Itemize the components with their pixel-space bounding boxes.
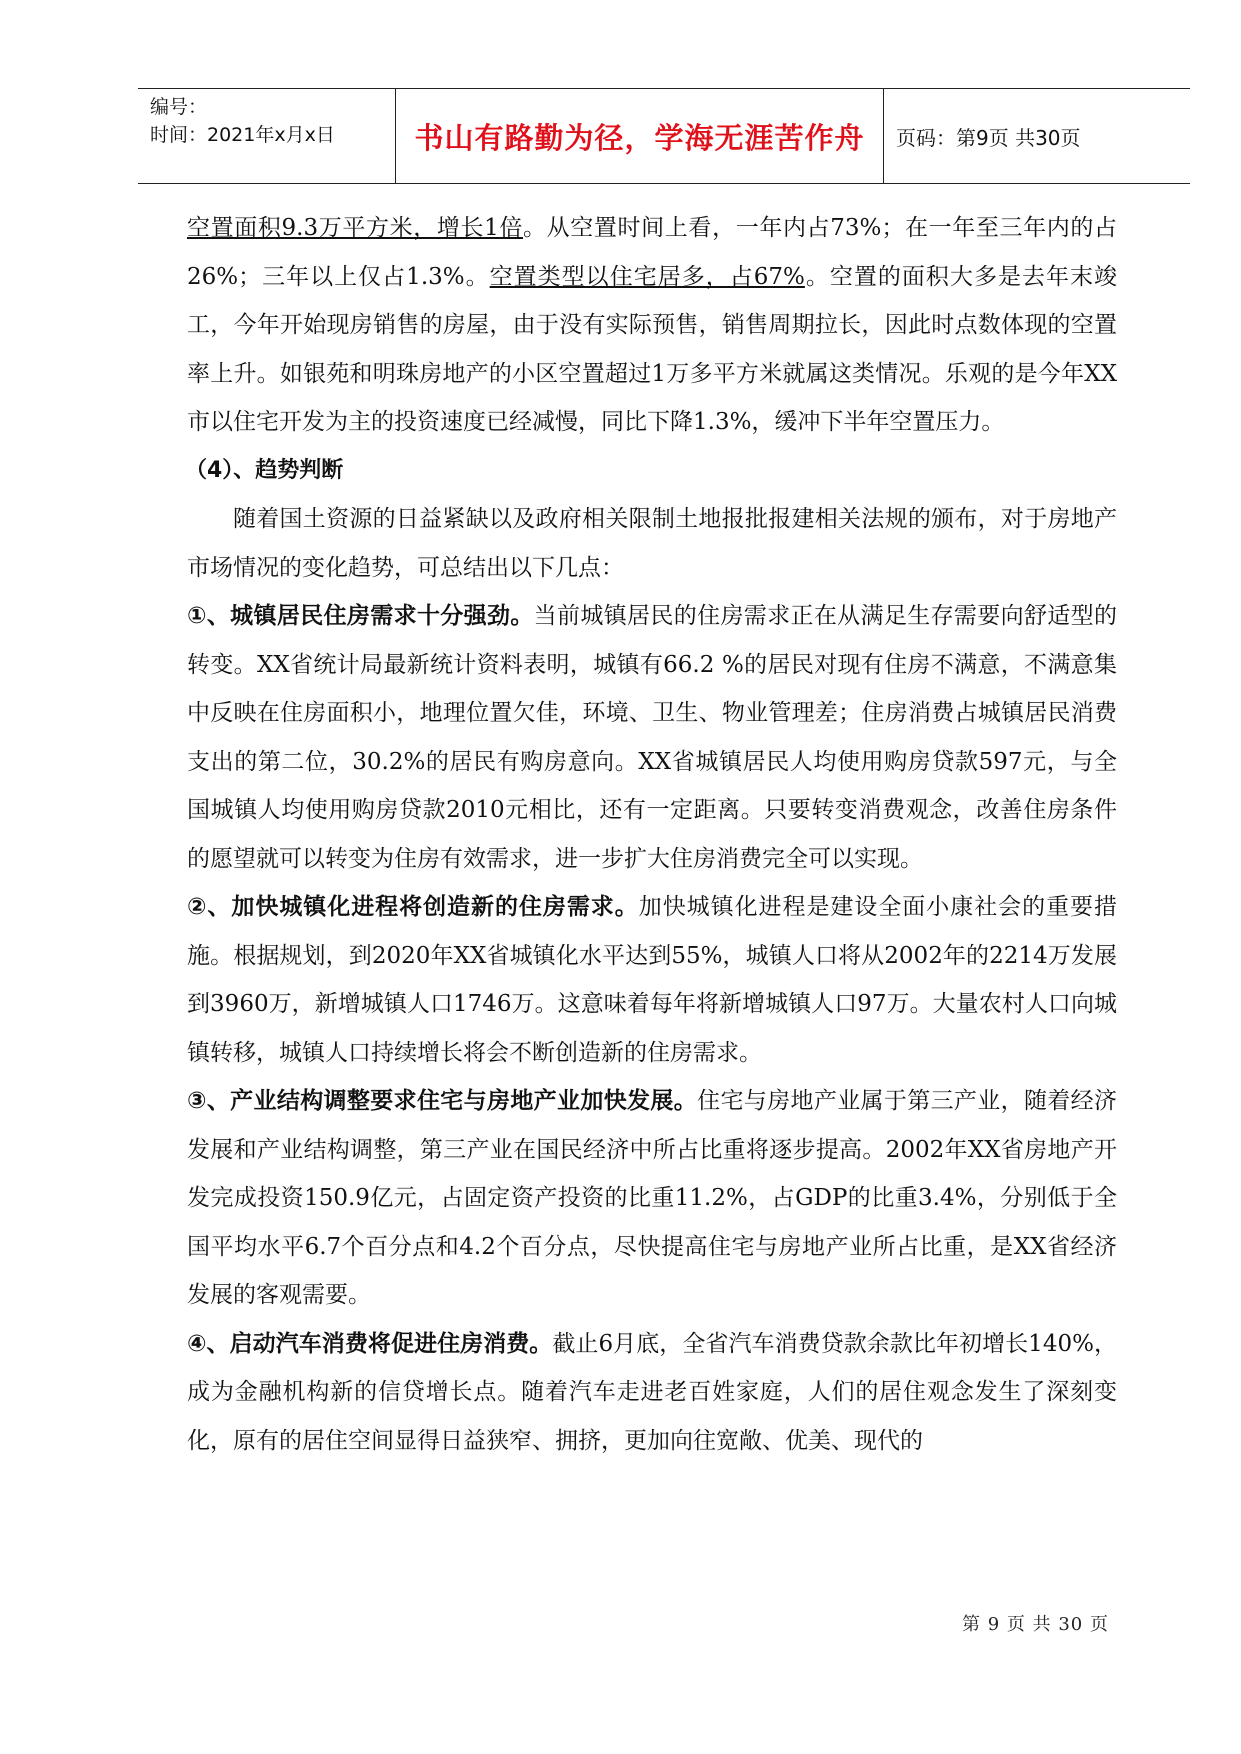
trend-item: [187, 592, 1117, 883]
trend-item: [187, 1320, 1117, 1466]
paragraph-text: 。从空置时间上看，一年内占73%；在一年至三年内的占26%；三年以上仅占1.3%。: [187, 215, 1117, 290]
paragraph-intro: 随着国土资源的日益紧缺以及政府相关限制土地报批报建相关法规的颁布，对于房地产市场情况的变化趋势，可总结出以下几点：: [187, 506, 1117, 581]
trend-item-text: 加快城镇化进程是建设全面小康社会的重要措施。根据规划，到2020年XX省城镇化水平达到55%，城镇人口将从2002年的2214万发展到3960万，新增城镇人口1746万。这意味着每年将新增城镇人口97万。大量农村人口向城镇转移，城镇人口持续增长将会不断创造新的住房需求。: [187, 894, 1117, 1066]
trend-item-text: 住宅与房地产业属于第三产业，随着经济发展和产业结构调整，第三产业在国民经济中所占比重将逐步提高。2002年XX省房地产开发完成投资150.9亿元，占固定资产投资的比重11.2%，占GDP的比重3.4%，分别低于全国平均水平6.7个百分点和4.2个百分点，尽快提高住宅与房地产业所占比重，是XX省经济发展的客观需要。: [187, 1088, 1118, 1308]
underlined-phrase: 空置类型以住宅居多，占67%: [489, 263, 805, 290]
document-time-label: 时间：2021年x月x日: [150, 124, 335, 146]
page-footer: 第 9 页 共 30 页: [962, 1614, 1109, 1635]
underlined-phrase: 空置面积9.3万平方米，增长1倍: [187, 215, 524, 241]
paragraph-vacancy: [187, 204, 1117, 447]
paragraph-text: 。空置的面积大多是去年末竣工，今年开始现房销售的房屋，由于没有实际预售，销售周期拉长，因此时点数体现的空置率上升。如银苑和明珠房地产的小区空置超过1万多平方米就属这类情况。乐观的是今年XX市以住宅开发为主的投资速度已经减慢，同比下降1.3%，缓冲下半年空置压力。: [187, 263, 1117, 435]
document-body: [187, 204, 1117, 1465]
trend-item: [187, 883, 1117, 1077]
document-number-label: 编号：: [150, 96, 208, 118]
trend-item: [187, 1077, 1117, 1320]
trend-item-lead: ③、产业结构调整要求住宅与房地产业加快发展。: [187, 1088, 698, 1114]
section-heading: （4）、趋势判断: [185, 457, 344, 483]
header-page-label: 页码：第9页 共30页: [896, 125, 1081, 150]
page-header: [138, 88, 1190, 184]
trend-item-text: 截止6月底，全省汽车消费贷款余款比年初增长140%，成为金融机构新的信贷增长点。随着汽车走进老百姓家庭，人们的居住观念发生了深刻变化，原有的居住空间显得日益狭窄、拥挤，更加向往宽敞、优美、现代的: [187, 1330, 1117, 1454]
trend-item-lead: ①、城镇居民住房需求十分强劲。: [187, 603, 534, 629]
trend-item-lead: ④、启动汽车消费将促进住房消费。: [187, 1330, 553, 1357]
trend-item-lead: ②、加快城镇化进程将创造新的住房需求。: [187, 894, 639, 920]
trend-item-text: 当前城镇居民的住房需求正在从满足生存需要向舒适型的转变。XX省统计局最新统计资料表明，城镇有66.2 %的居民对现有住房不满意，不满意集中反映在住房面积小，地理位置欠佳，环境、卫生、物业管理差；住房消费占城镇居民消费支出的第二位，30.2%的居民有购房意向。XX省城镇居民人均使用购房贷款597元，与全国城镇人均使用购房贷款2010元相比，还有一定距离。只要转变消费观念，改善住房条件的愿望就可以转变为住房有效需求，进一步扩大住房消费完全可以实现。: [187, 603, 1117, 872]
header-meta: [138, 89, 396, 183]
header-motto: 书山有路勤为径，学海无涯苦作舟: [396, 89, 884, 183]
